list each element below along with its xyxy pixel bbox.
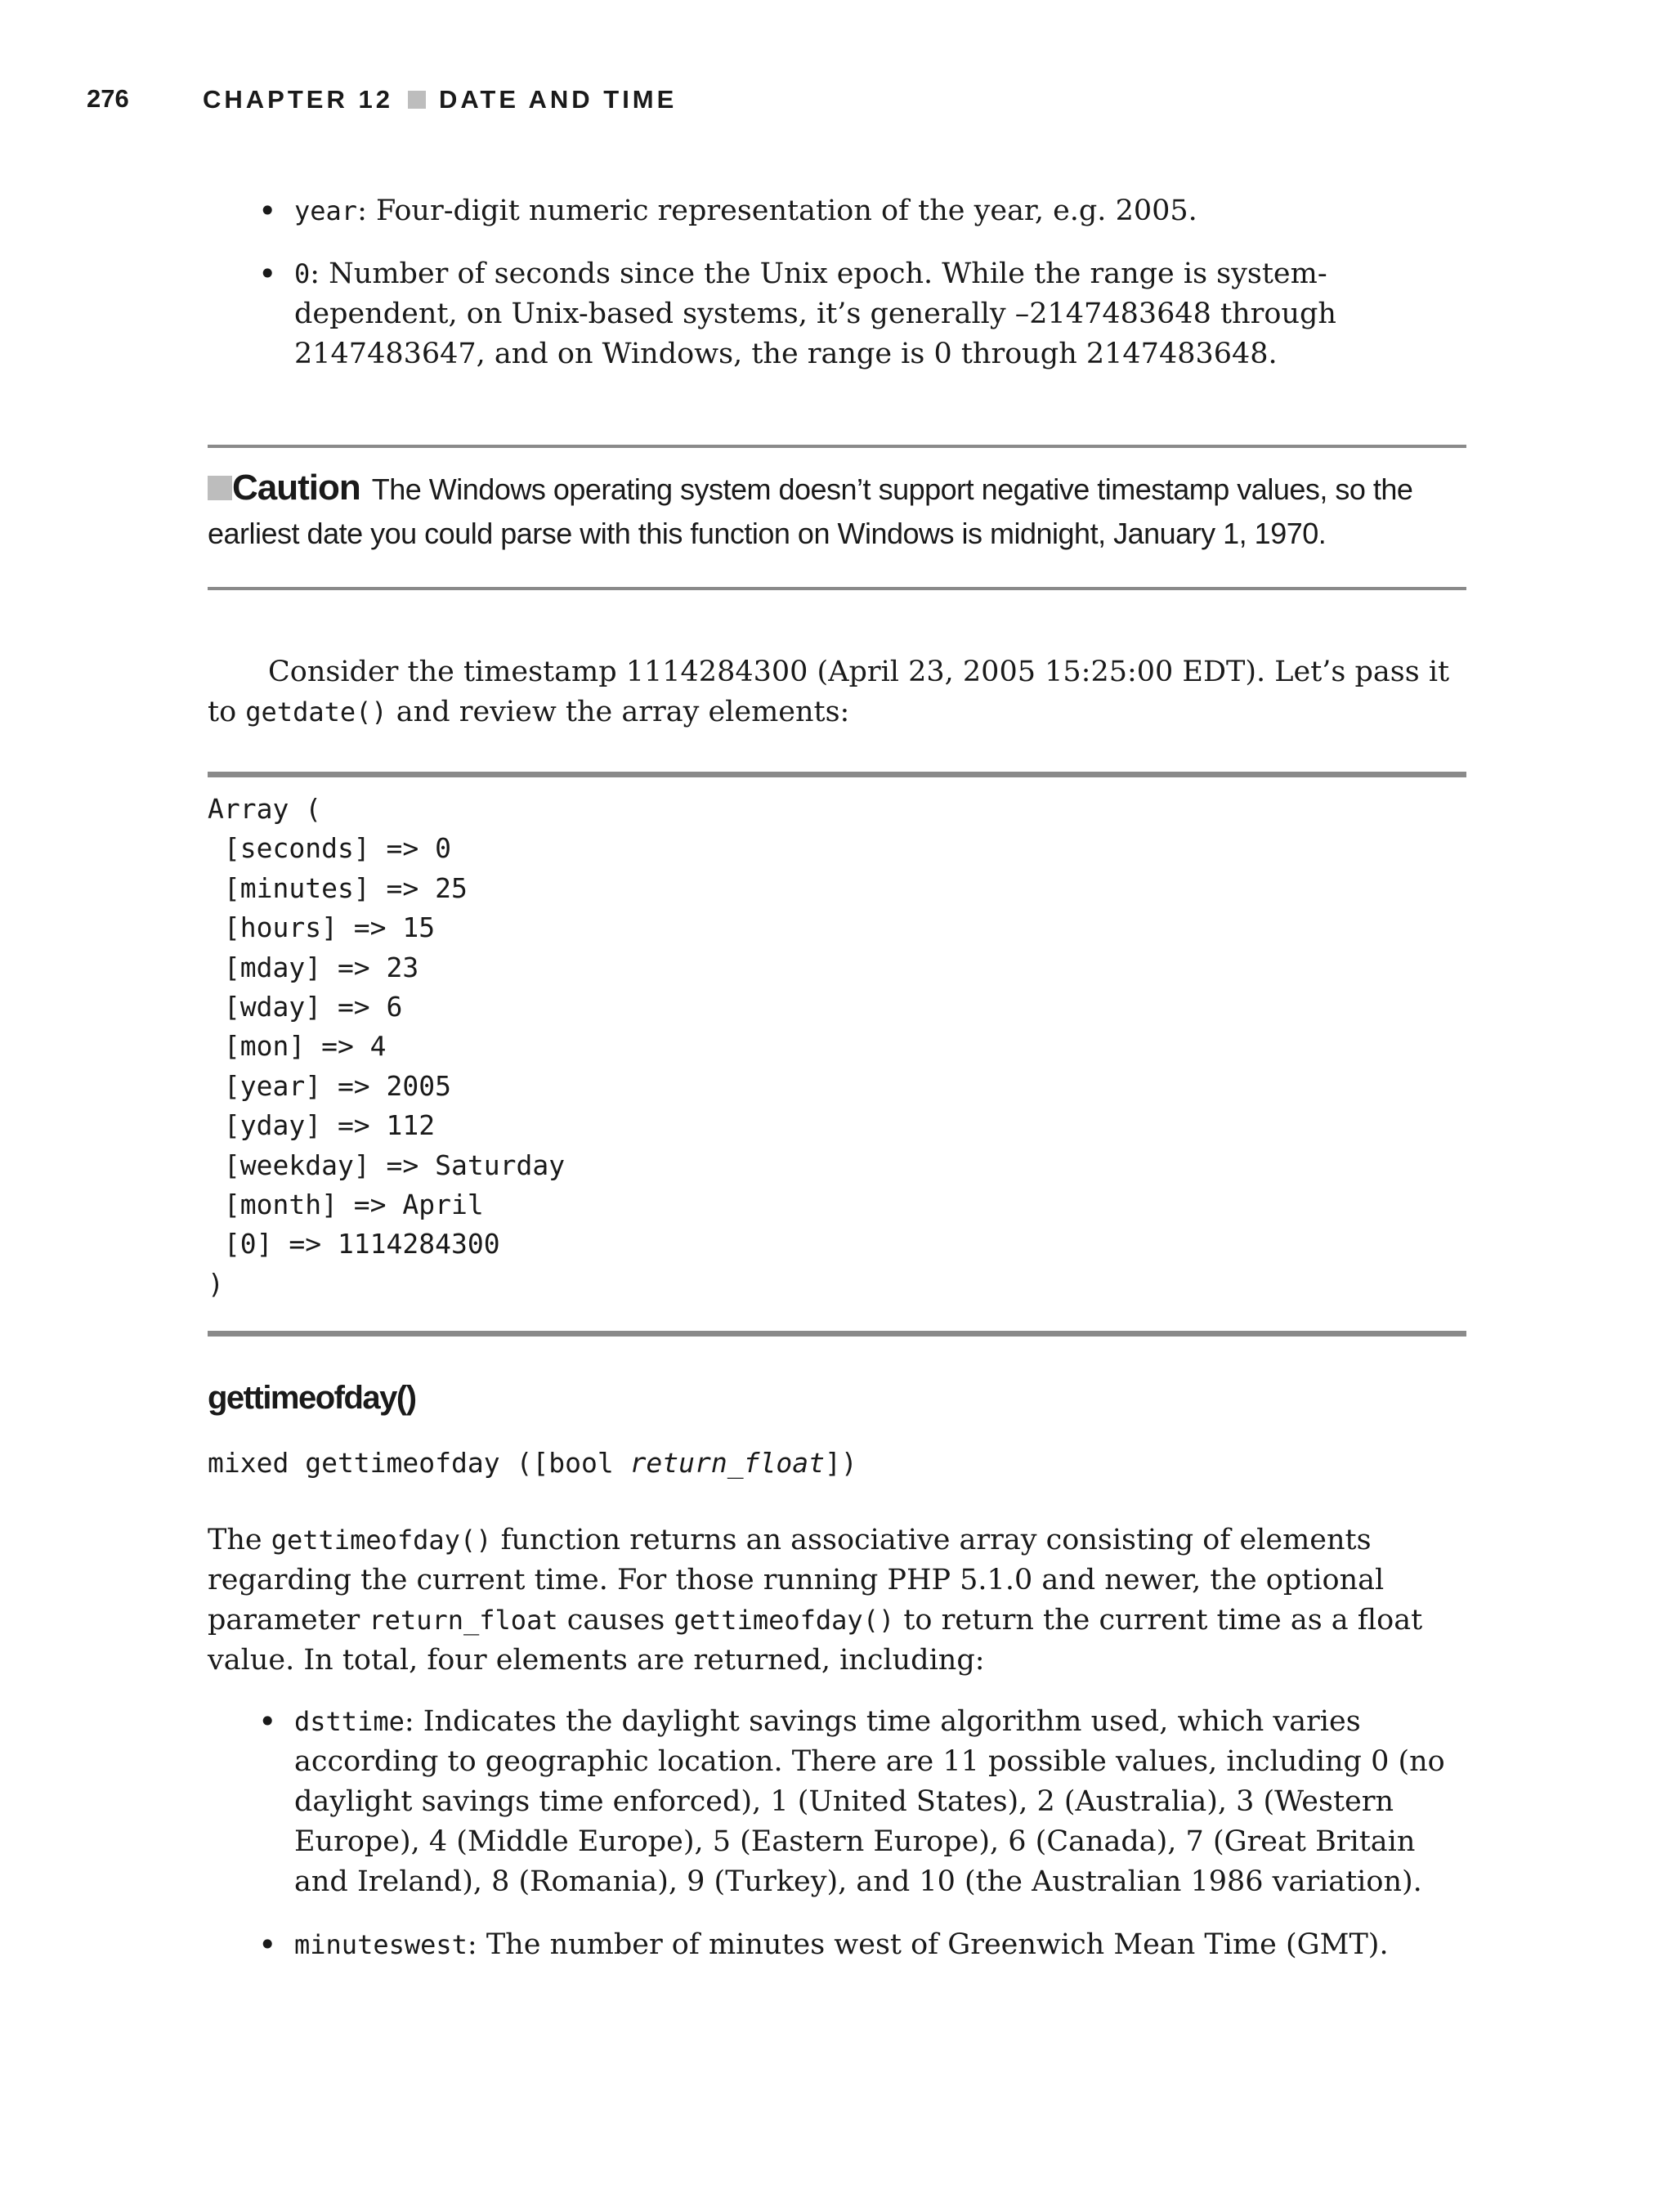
list-item-text: : Number of seconds since the Unix epoch. While the range is system-dependent, on Unix-based systems, it’s generally –2147483648 through 2147483647, and on Windows, the range is 0 through 2147483648. bbox=[294, 257, 1336, 370]
intro-text: Consider the timestamp 1114284300 (April 23, 2005 15:25:00 EDT). Let’s pass it to bbox=[208, 656, 1450, 728]
description-text: The bbox=[208, 1524, 271, 1556]
caution-label: Caution bbox=[232, 468, 360, 508]
list-item bbox=[258, 1925, 1471, 1965]
list-item bbox=[258, 191, 1471, 231]
code-listing: Array ( [seconds] => 0 [minutes] => 25 [hours] => 15 [mday] => 23 [wday] => 6 [mon] => 4 [year] => 2005 [yday] => 112 [weekday] => Saturday [month] => April [0] => 1114284300 ) bbox=[208, 793, 566, 1300]
inline-code: getdate() bbox=[245, 696, 387, 728]
caution-note bbox=[208, 466, 1466, 556]
inline-code: minuteswest bbox=[294, 1929, 468, 1960]
code-bottom-rule bbox=[208, 1331, 1466, 1337]
square-separator-icon bbox=[408, 91, 426, 109]
intro-text-end: and review the array elements: bbox=[387, 696, 850, 728]
list-item-text: : The number of minutes west of Greenwich Mean Time (GMT). bbox=[467, 1928, 1389, 1961]
section-heading: gettimeofday() bbox=[208, 1380, 416, 1416]
caution-square-icon bbox=[208, 476, 232, 500]
inline-code: year bbox=[294, 195, 358, 226]
bullet-icon: • bbox=[258, 1927, 277, 1963]
description-text: function returns an associative array consisting of elements regarding the current time. For those running PHP 5.1.0 and newer, the optional parameter bbox=[208, 1524, 1385, 1637]
bullet-icon: • bbox=[258, 256, 277, 292]
list-item-text: : Four-digit numeric representation of the year, e.g. 2005. bbox=[357, 195, 1197, 227]
caution-bottom-rule bbox=[208, 587, 1466, 590]
inline-code: gettimeofday() bbox=[674, 1605, 895, 1636]
signature-param: return_float bbox=[629, 1447, 825, 1479]
list-item bbox=[258, 1702, 1471, 1902]
caution-top-rule bbox=[208, 445, 1466, 448]
intro-paragraph bbox=[208, 652, 1466, 732]
code-top-rule bbox=[208, 772, 1466, 777]
description-text: causes bbox=[557, 1604, 674, 1637]
description-text: to return the current time as a float value. In total, four elements are returned, including: bbox=[208, 1604, 1423, 1677]
list-item-text: : Indicates the daylight savings time algorithm used, which varies according to geographic location. There are 11 possible values, including 0 (no daylight savings time enforced), 1 (United States), 2 (Australia), 3 (Western Europe), 4 (Middle Europe), 5 (Eastern Europe), 6 (Canada), 7 (Great Britain and Ireland), 8 (Romania), 9 (Turkey), and 10 (the Australian 1986 variation). bbox=[294, 1705, 1445, 1898]
signature-suffix: ]) bbox=[824, 1447, 857, 1479]
bullet-icon: • bbox=[258, 193, 277, 229]
list-item bbox=[258, 254, 1471, 374]
inline-code: dsttime bbox=[294, 1706, 405, 1737]
bullet-list-top bbox=[258, 191, 1471, 397]
chapter-label: CHAPTER 12 bbox=[203, 85, 393, 114]
page-number: 276 bbox=[87, 84, 129, 113]
signature-prefix: mixed gettimeofday ([bool bbox=[208, 1447, 630, 1479]
function-signature bbox=[208, 1447, 857, 1479]
inline-code: gettimeofday() bbox=[271, 1525, 492, 1556]
inline-code: 0 bbox=[294, 258, 311, 289]
chapter-title: DATE AND TIME bbox=[438, 85, 678, 114]
chapter-heading bbox=[203, 85, 677, 114]
description-paragraph bbox=[208, 1520, 1466, 1681]
caution-text: The Windows operating system doesn’t support negative timestamp values, so the earliest date you could parse with this function on Windows is midnight, January 1, 1970. bbox=[208, 472, 1413, 550]
bullet-icon: • bbox=[258, 1704, 277, 1740]
running-header bbox=[87, 80, 678, 118]
bullet-list-bottom bbox=[258, 1702, 1471, 1988]
inline-code: return_float bbox=[369, 1605, 558, 1636]
